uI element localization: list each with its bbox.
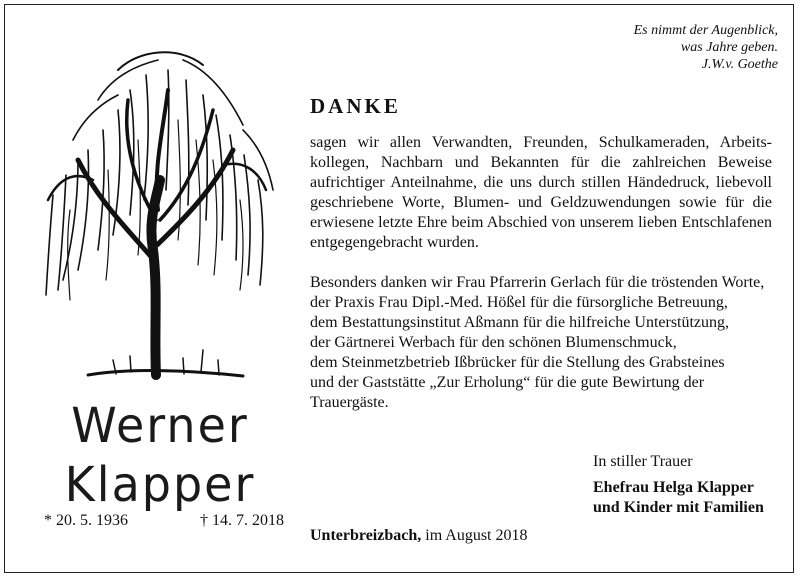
mourners-block [593,452,764,518]
quote-line-2: was Jahre geben. [680,40,778,55]
thanks-line: dem Steinmetzbetrieb Ißbrücker für die Stellung des Grabsteines [310,354,725,371]
town: Unterbreizbach, [310,527,422,544]
thanks-line: dem Bestattungsinstitut Aßmann für die hilfreiche Unterstützung, [310,314,730,331]
weeping-willow-tree-icon [18,30,288,400]
deceased-first-name: Werner [71,396,249,454]
thanks-line: und der Gaststätte „Zur Erholung“ für die gute Bewirtung der Trauergäste. [310,374,705,411]
place-and-date [310,527,527,545]
goethe-quote [634,22,778,73]
life-dates [44,512,284,530]
mourners-line-1: Ehefrau Helga Klapper [593,479,754,496]
thanks-line: der Gärtnerei Werbach für den schönen Blumenschmuck, [310,334,677,351]
mourners-intro: In stiller Trauer [593,453,693,470]
thanks-line: Besonders danken wir Frau Pfarrerin Gerlach für die tröstenden Worte, [310,274,765,291]
death-date: † 14. 7. 2018 [200,512,284,529]
thank-you-text [310,133,772,413]
date-text: im August 2018 [425,527,528,544]
deceased-last-name: Klapper [64,455,256,513]
thanks-line: der Praxis Frau Dipl.-Med. Hößel für die fürsorgliche Betreuung, [310,294,728,311]
thanks-paragraph-2 [310,273,772,413]
birth-date: * 20. 5. 1936 [44,512,128,529]
quote-line-1: Es nimmt der Augenblick, [633,23,778,38]
heading-danke: DANKE [310,94,401,118]
mourners-line-2: und Kinder mit Familien [593,499,764,516]
thanks-paragraph-1: sagen wir allen Verwandten, Freunden, Schulkameraden, Arbeits- kollegen, Nachbarn und Bekannten für die zahlreichen Beweise aufrichtiger Anteilnahme, die uns durch stillen Händedruck, liebevoll geschriebene Worte, Blumen- und Geldzuwendungen sowie für die erwiesene letzte Ehre beim Abschied von unserem lieben Entschlafenen entgegengebracht wurden. [310,134,772,251]
quote-author: J.W.v. Goethe [701,57,778,72]
